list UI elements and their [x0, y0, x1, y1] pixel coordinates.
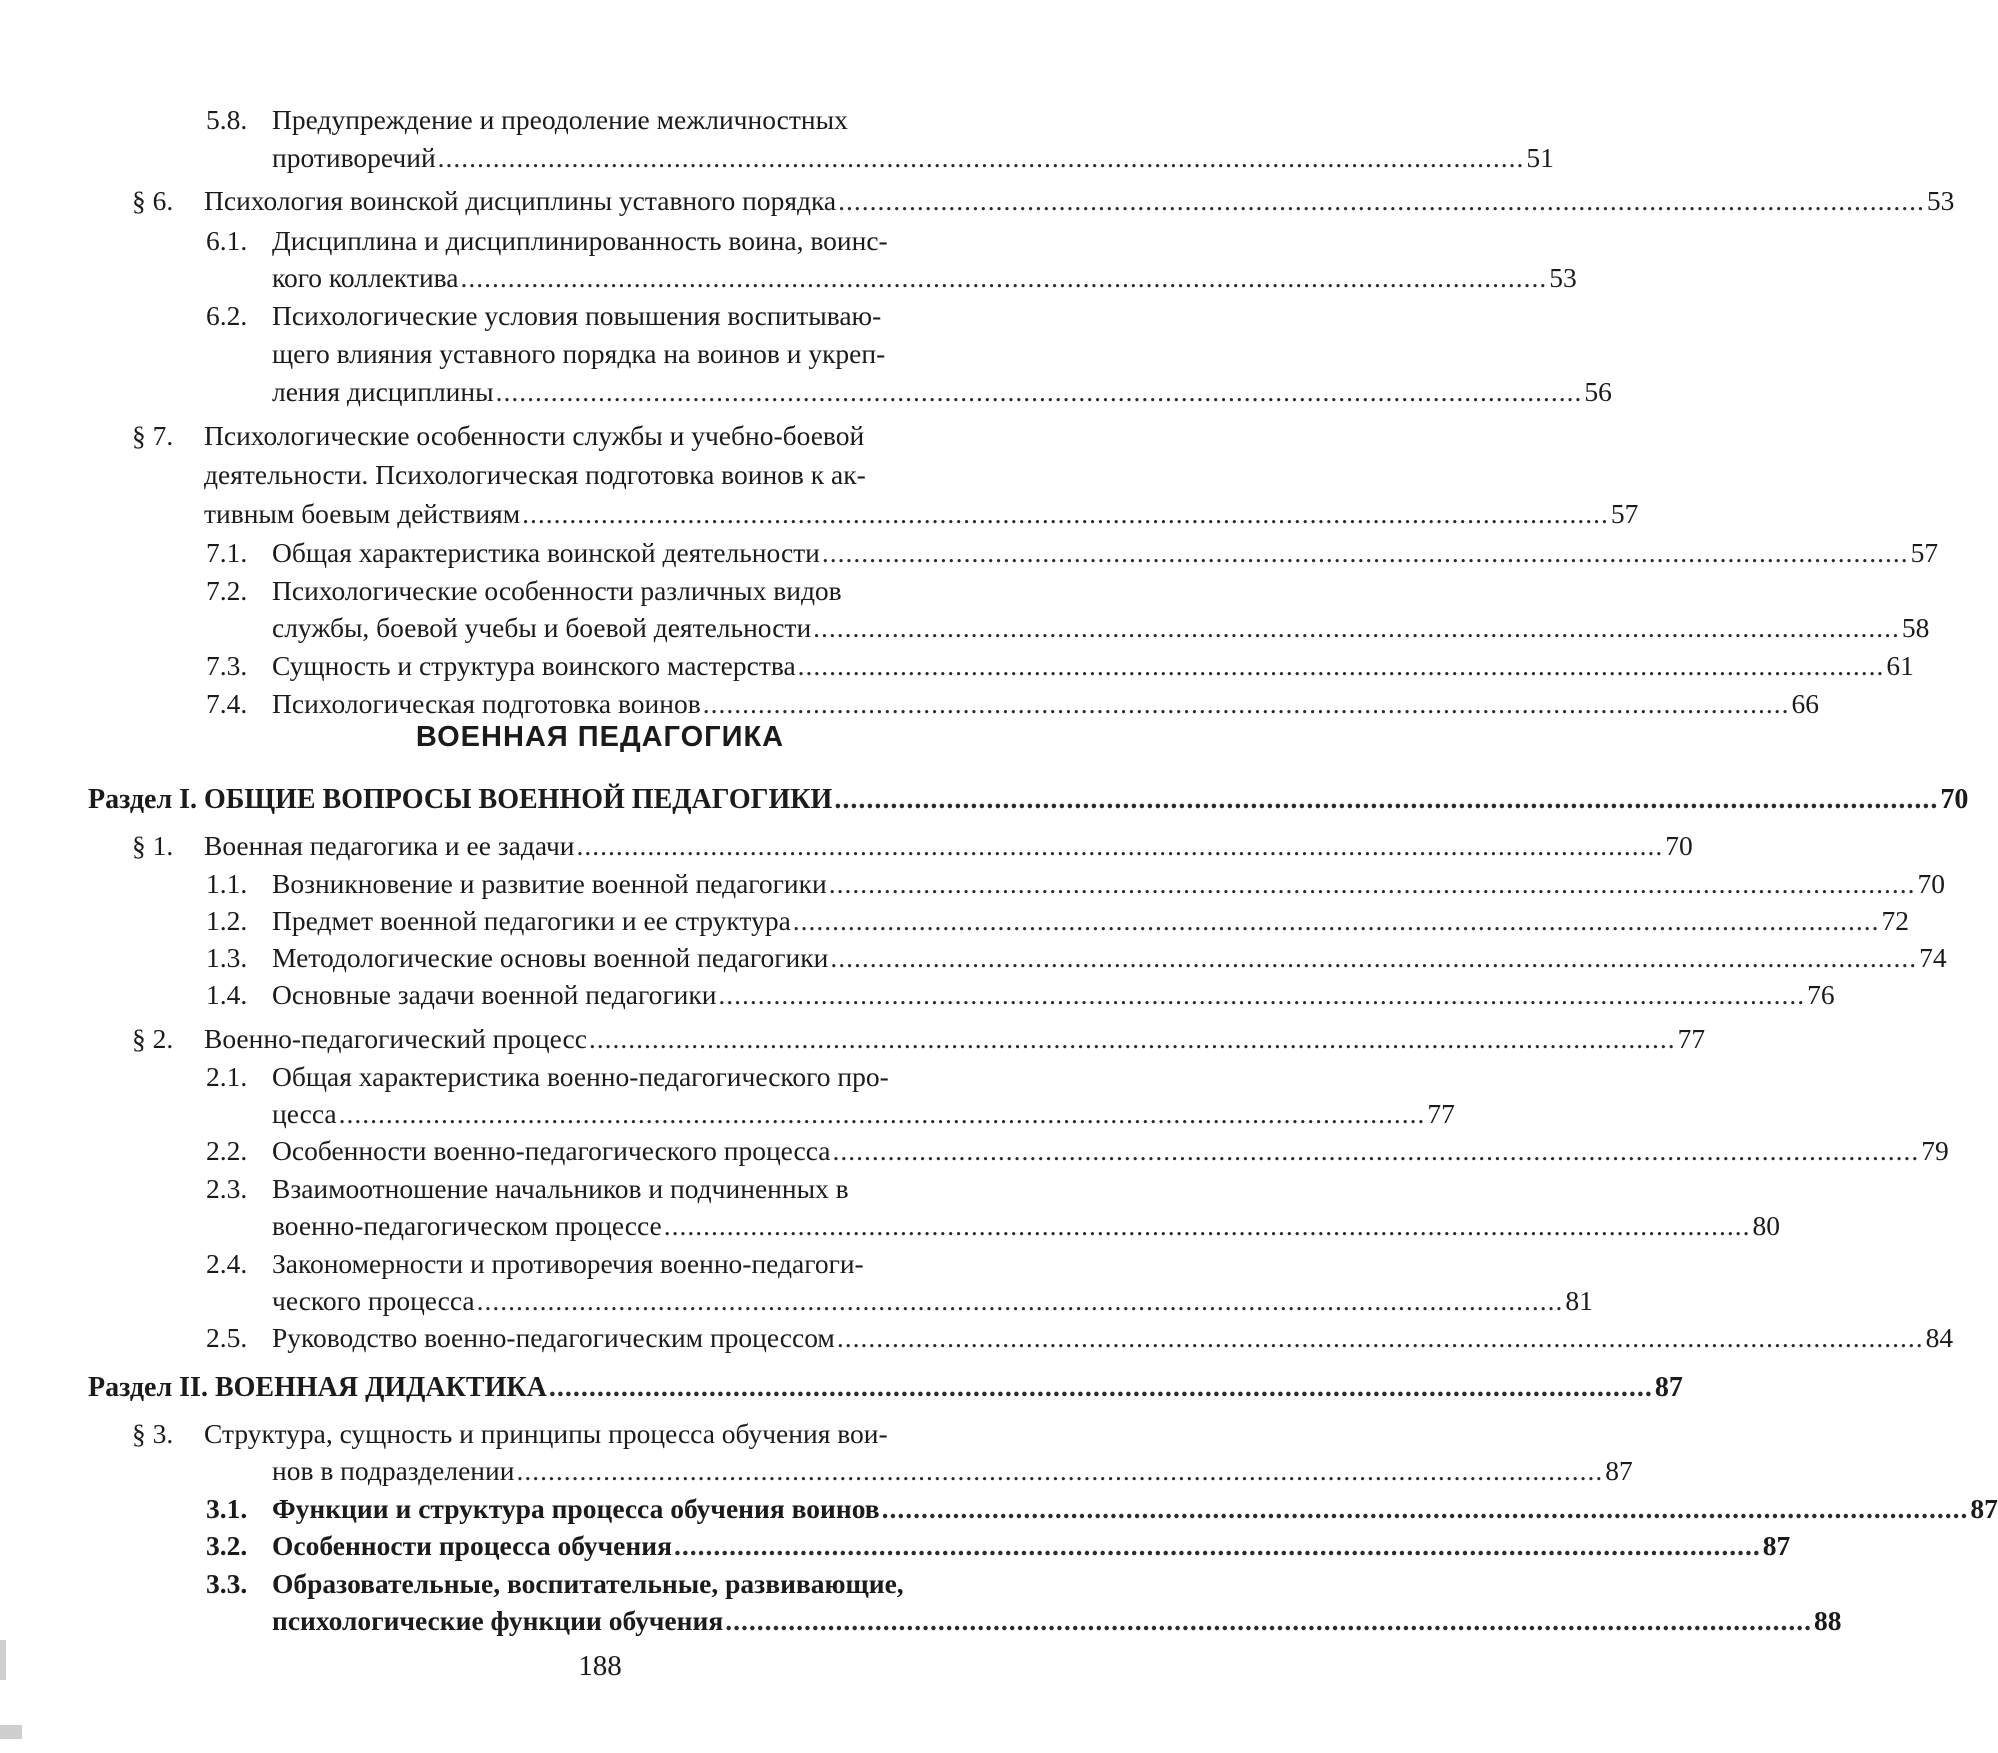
toc-page-number: 79 [1921, 1135, 1949, 1166]
toc-line [272, 336, 1012, 372]
toc-text: Общая характеристика военно-педагогического про- [272, 1061, 889, 1092]
toc-line [272, 903, 1910, 939]
toc-line [204, 828, 1693, 864]
toc-page-number: 70 [1917, 868, 1945, 899]
toc-text: Психологические особенности службы и учебно-боевой [204, 420, 865, 451]
toc-line [272, 573, 1012, 609]
toc-line [272, 1208, 1780, 1244]
toc-text: военно-педагогическом процессе [272, 1210, 662, 1241]
toc-line [204, 1416, 1094, 1452]
toc-page-number: 51 [1526, 142, 1554, 173]
toc-page-number: 84 [1925, 1322, 1954, 1353]
toc-line [272, 1133, 1949, 1169]
dot-leader: .......................................................................................................................................... [516, 1455, 1604, 1486]
toc-number: § 3. [132, 1418, 174, 1449]
toc-line [272, 1320, 1954, 1356]
toc-number: 2.5. [206, 1322, 248, 1353]
dot-leader: .......................................................................................................................................... [576, 830, 1664, 861]
page-number: 188 [578, 1650, 622, 1682]
toc-number: 1.2. [206, 905, 248, 936]
toc-page-number: 88 [1813, 1605, 1842, 1636]
dot-leader: .......................................................................................................................................... [718, 979, 1806, 1010]
toc-page-number: 61 [1886, 650, 1914, 681]
toc-line [272, 1096, 1455, 1132]
toc-line [272, 1059, 1094, 1095]
toc-line [272, 1453, 1633, 1489]
toc-number: 1.3. [206, 942, 248, 973]
dot-leader: .......................................................................................................................................... [792, 905, 1880, 936]
toc-number: 6.2. [206, 300, 248, 331]
dot-leader: .......................................................................................................................................... [797, 650, 1885, 681]
toc-number: § 2. [132, 1023, 174, 1054]
toc-text: Основные задачи военной педагогики [272, 979, 717, 1010]
dot-leader: .......................................................................................................................................... [476, 1285, 1564, 1316]
toc-text: Предмет военной педагогики и ее структура [272, 905, 791, 936]
toc-text: Сущность и структура воинского мастерства [272, 650, 796, 681]
toc-text: Военная педагогика и ее задачи [204, 830, 575, 861]
toc-text: противоречий [272, 142, 436, 173]
toc-number: 1.4. [206, 979, 248, 1010]
toc-line [272, 535, 1939, 571]
toc-text: Руководство военно-педагогическим процессом [272, 1322, 835, 1353]
dot-leader: .......................................................................................................................................... [836, 1322, 1924, 1353]
toc-line [272, 1283, 1593, 1319]
dot-leader: .......................................................................................................................................... [832, 1135, 1920, 1166]
toc-number: 1.1. [206, 868, 248, 899]
toc-line [272, 102, 1012, 138]
toc-text: Психологическая подготовка воинов [272, 688, 701, 719]
toc-number: 2.1. [206, 1061, 248, 1092]
toc-line [272, 1566, 1020, 1602]
toc-page-number: 76 [1807, 979, 1835, 1010]
dot-leader: .......................................................................................................................................... [548, 1372, 1653, 1403]
toc-page-number: 66 [1791, 688, 1819, 719]
dot-leader: .......................................................................................................................................... [588, 1023, 1676, 1054]
toc-line [204, 496, 1639, 532]
dot-leader: .......................................................................................................................................... [702, 688, 1790, 719]
toc-text: деятельности. Психологическая подготовка воинов к ак- [204, 459, 866, 490]
toc-line [272, 1603, 1842, 1639]
dot-leader: .......................................................................................................................................... [725, 1605, 1812, 1636]
toc-page-number: 53 [1926, 185, 1955, 216]
dot-leader: .......................................................................................................................................... [821, 537, 1909, 568]
toc-text: кого коллектива [272, 262, 459, 293]
toc-page-number: 80 [1752, 1210, 1780, 1241]
toc-line [272, 686, 1819, 722]
toc-page-number: 53 [1549, 262, 1577, 293]
scan-edge-mark [0, 1640, 6, 1680]
toc-line [272, 298, 1012, 334]
toc-line [272, 223, 1012, 259]
toc-line [272, 260, 1577, 296]
toc-text: Общая характеристика воинской деятельности [272, 537, 820, 568]
toc-page-number: 72 [1881, 905, 1910, 936]
toc-text: тивным боевым действиям [204, 498, 521, 529]
toc-page-number: 56 [1584, 376, 1612, 407]
toc-page-number: 74 [1919, 942, 1947, 973]
dot-leader: .......................................................................................................................................... [338, 1098, 1426, 1129]
toc-page-number: 70 [1940, 784, 1969, 815]
toc-line [204, 1021, 1706, 1057]
toc-text: психологические функции обучения [272, 1605, 724, 1636]
dot-leader: .......................................................................................................................................... [437, 142, 1525, 173]
toc-page-number: 77 [1677, 1023, 1706, 1054]
toc-page-number: 77 [1427, 1098, 1455, 1129]
toc-number: 7.1. [206, 537, 248, 568]
toc-text: Возникновение и развитие военной педагогики [272, 868, 827, 899]
toc-page-number: 57 [1610, 498, 1639, 529]
section-heading: ВОЕННАЯ ПЕДАГОГИКА [415, 721, 785, 753]
toc-number: 7.2. [206, 575, 248, 606]
dot-leader: .......................................................................................................................................... [830, 942, 1918, 973]
toc-line [272, 648, 1914, 684]
toc-text: Взаимоотношение начальников и подчиненных в [272, 1173, 849, 1204]
scan-edge-mark [0, 1725, 22, 1739]
dot-leader: .......................................................................................................................................... [460, 262, 1548, 293]
dot-leader: .......................................................................................................................................... [663, 1210, 1751, 1241]
toc-page-number: 87 [1970, 1493, 1998, 1524]
toc-page-number: 87 [1762, 1530, 1791, 1561]
toc-number: 5.8. [206, 104, 248, 135]
toc-text: Структура, сущность и принципы процесса обучения вои- [204, 1418, 888, 1449]
toc-page-number: 87 [1654, 1372, 1683, 1403]
toc-page-number: 57 [1910, 537, 1939, 568]
toc-number: 2.2. [206, 1135, 248, 1166]
dot-leader: .......................................................................................................................................... [838, 185, 1925, 216]
toc-text: Дисциплина и дисциплинированность воина, воинс- [272, 225, 888, 256]
toc-text: Психологические особенности различных видов [272, 575, 842, 606]
dot-leader: .......................................................................................................................................... [881, 1493, 1969, 1524]
part-heading: Раздел II. ВОЕННАЯ ДИДАКТИКА [88, 1372, 547, 1403]
dot-leader: .......................................................................................................................................... [495, 376, 1583, 407]
toc-line [272, 940, 1947, 976]
toc-text: Методологические основы военной педагогики [272, 942, 829, 973]
toc-line [272, 1246, 1020, 1282]
dot-leader: .......................................................................................................................................... [673, 1530, 1761, 1561]
toc-line [88, 1370, 1683, 1406]
dot-leader: .......................................................................................................................................... [522, 498, 1609, 529]
toc-page-number: 81 [1565, 1285, 1593, 1316]
toc-number: 6.1. [206, 225, 248, 256]
toc-line [272, 977, 1835, 1013]
toc-text: Особенности процесса обучения [272, 1530, 672, 1561]
toc-line [204, 183, 1955, 219]
toc-number: 2.4. [206, 1248, 248, 1279]
toc-page-number: 87 [1605, 1455, 1633, 1486]
toc-number: 7.4. [206, 688, 248, 719]
toc-page-number: 70 [1665, 830, 1693, 861]
toc-line [204, 457, 1012, 493]
toc-line [272, 610, 1930, 646]
toc-line [272, 1491, 1998, 1527]
toc-text: цесса [272, 1098, 337, 1129]
toc-text: ления дисциплины [272, 376, 494, 407]
dot-leader: .......................................................................................................................................... [813, 612, 1900, 643]
toc-text: щего влияния уставного порядка на воинов и укреп- [272, 338, 886, 369]
toc-number: 3.2. [206, 1530, 248, 1561]
toc-text: Особенности военно-педагогического процесса [272, 1135, 831, 1166]
toc-text: Функции и структура процесса обучения воинов [272, 1493, 880, 1524]
toc-line [272, 140, 1554, 176]
toc-number: 3.3. [206, 1568, 248, 1599]
toc-text: службы, боевой учебы и боевой деятельности [272, 612, 812, 643]
toc-text: Закономерности и противоречия военно-педагоги- [272, 1248, 864, 1279]
toc-page-number: 58 [1901, 612, 1930, 643]
dot-leader: .......................................................................................................................................... [834, 784, 1939, 815]
dot-leader: .......................................................................................................................................... [828, 868, 1916, 899]
toc-line [88, 782, 1969, 818]
toc-line [272, 374, 1612, 410]
toc-text: Психология воинской дисциплины уставного порядка [204, 185, 837, 216]
toc-text: Предупреждение и преодоление межличностных [272, 104, 848, 135]
toc-text: Образовательные, воспитательные, развивающие, [272, 1568, 904, 1599]
toc-text: нов в подразделении [272, 1455, 515, 1486]
toc-line [204, 418, 1012, 454]
toc-number: § 1. [132, 830, 174, 861]
toc-text: Психологические условия повышения воспитываю- [272, 300, 882, 331]
toc-text: ческого процесса [272, 1285, 475, 1316]
toc-line [272, 1528, 1791, 1564]
part-heading: Раздел I. ОБЩИЕ ВОПРОСЫ ВОЕННОЙ ПЕДАГОГИКИ [88, 784, 833, 815]
toc-line [272, 1171, 1020, 1207]
toc-line [272, 866, 1945, 902]
toc-number: 7.3. [206, 650, 248, 681]
toc-number: § 6. [132, 185, 174, 216]
toc-number: 3.1. [206, 1493, 248, 1524]
toc-number: § 7. [132, 420, 174, 451]
toc-number: 2.3. [206, 1173, 248, 1204]
toc-text: Военно-педагогический процесс [204, 1023, 587, 1054]
